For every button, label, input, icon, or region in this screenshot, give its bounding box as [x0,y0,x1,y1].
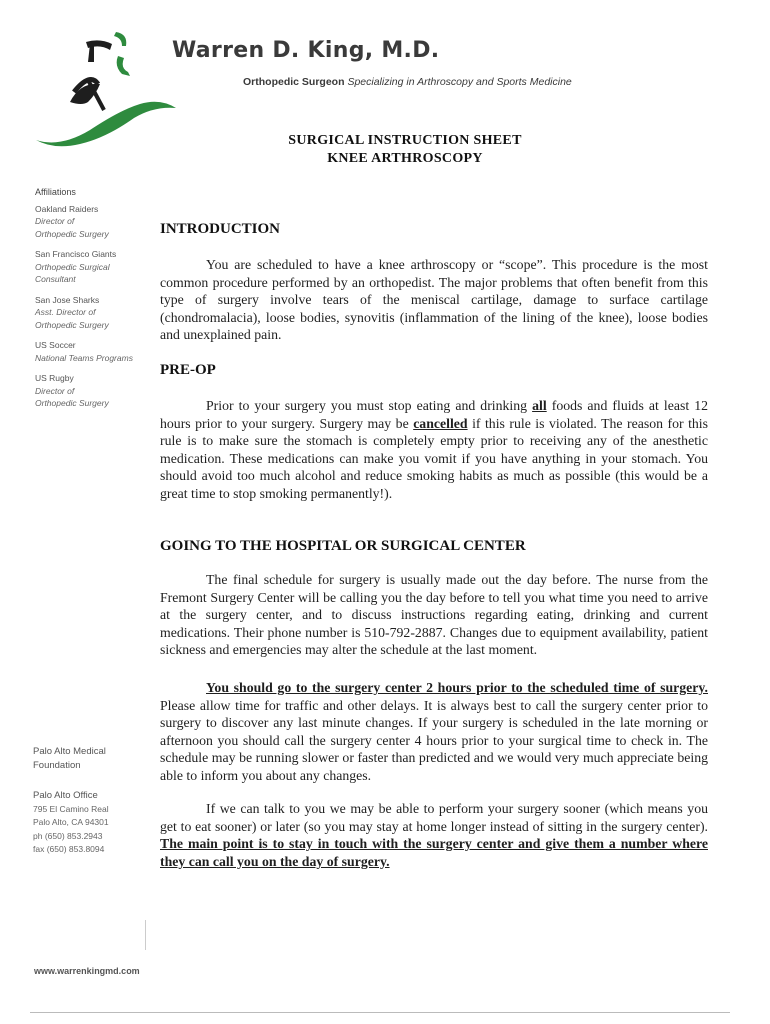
contact-paragraph-wrap [160,800,708,870]
affiliation-org: US Soccer [35,340,76,350]
affiliation [35,203,155,241]
section-heading: PRE-OP [160,362,216,378]
subspecialty: Specializing in Arthroscopy and Sports Medicine [347,76,572,88]
affiliation [35,294,155,332]
affiliation [35,372,155,410]
affiliation-org: San Francisco Giants [35,249,117,259]
specialty: Orthopedic Surgeon [243,76,345,88]
affiliation-role: Orthopedic Surgery [35,398,109,408]
fax-number: fax (650) 853.8094 [33,844,105,854]
foundation-line: Foundation [33,759,81,771]
tagline [243,76,572,88]
section-heading: GOING TO THE HOSPITAL OR SURGICAL CENTER [160,538,526,554]
contact-paragraph: If we can talk to you we may be able to perform your surgery sooner (which means you get to eat sooner) or later (so you may stay at home longer instead of sitting in the surgery center). The main point is to stay in touch with the surgery center and give them a number where they can call you on the day of surgery. [160,801,708,869]
preop-paragraph-wrap [160,397,708,503]
website-url: www.warrenkingmd.com [34,966,140,976]
arrival-paragraph-wrap [160,679,708,785]
affiliation-org: San Jose Sharks [35,294,100,305]
address-line: Palo Alto, CA 94301 [33,817,109,827]
affiliation-role: Asst. Director of [35,307,96,317]
affiliation-org: US Rugby [35,373,74,383]
preop-paragraph: Prior to your surgery you must stop eating and drinking all foods and fluids at least 12 hours prior to your surgery. Surgery may be cancelled if this rule is violated. The reason for this rule is to make sure the stomach is completely empty prior to receiving any of the anesthetic medication. These medications can make you vomit if you have anything in your stomach. You should avoid too much alcohol and reduce smoking habits as much as possible (this would be a great time to stop smoking permanently!). [160,398,708,501]
intro-section [160,221,708,238]
affiliation-role: Orthopedic Surgery [35,228,109,239]
preop-section [160,362,708,379]
affiliation-role: Orthopedic Surgical [35,261,110,272]
arrival-paragraph: You should go to the surgery center 2 hours prior to the scheduled time of surgery. Please allow time for traffic and other delays. It is always best to call the surgery center prior to surgery to discover any last minute changes. If your surgery is scheduled in the late morning or afternoon you should call the surgery center 4 hours prior to your surgical time to check in. The schedule may be running slower or faster than predicted and we would very much appreciate being able to inform you about any changes. [160,680,708,783]
page-bottom-rule [30,1012,730,1013]
affiliation-role: National Teams Programs [35,352,133,363]
affiliation-org: Oakland Raiders [35,203,99,214]
affiliation-role: Orthopedic Surgery [35,319,109,330]
affiliation-role: Director of [35,216,75,226]
intro-paragraph: You are scheduled to have a knee arthroscopy or “scope”. This procedure is the most common procedure performed by an orthopedist. The major problems that often benefit from this type of surgery involve tears of the meniscal cartilage, damage to surface cartilage (chondromalacia), loose bodies, synovitis (inflammation of the lining of the knee), loose bodies and unexplained pain. [160,257,708,343]
office-address [33,789,163,857]
foundation-line: Palo Alto Medical [33,746,106,757]
margin-mark [145,920,146,950]
hospital-paragraph: The final schedule for surgery is usually made out the day before. The nurse from the Fremont Surgery Center will be calling you the day before to tell you what time you need to arrive at the surgery center, and to discuss instructions regarding eating, drinking and current medications. Their phone number is 510-792-2887. Changes due to equipment availability, patient sickness and emergencies may alter the schedule at the last moment. [160,572,708,658]
intro-paragraph-wrap [160,256,708,344]
foundation [33,745,163,772]
practice-logo [30,22,180,150]
section-heading: INTRODUCTION [160,221,281,237]
hospital-section [160,538,708,555]
affiliations-sidebar [35,186,155,418]
affiliation-role: Consultant [35,274,76,284]
document-title: SURGICAL INSTRUCTION SHEET [288,133,522,148]
document-subtitle: KNEE ARTHROSCOPY [327,151,483,166]
address-line: 795 El Camino Real [33,803,109,814]
affiliation [35,248,155,286]
office-heading: Palo Alto Office [33,790,98,801]
affiliations-heading: Affiliations [35,187,76,197]
hospital-paragraph-wrap [160,571,708,659]
affiliation-role: Director of [35,385,75,396]
doctor-name: Warren D. King, M.D. [172,38,440,63]
affiliation [35,339,155,364]
phone-number: ph (650) 853.2943 [33,830,103,841]
